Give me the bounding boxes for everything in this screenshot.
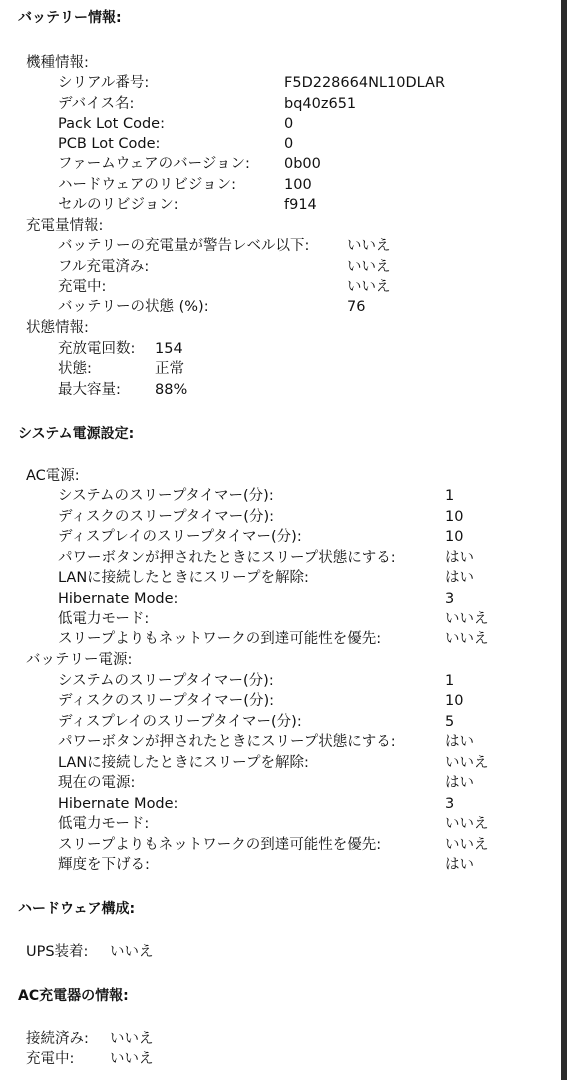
model-info-label: 機種情報: (26, 55, 89, 71)
power-settings-title: システム電源設定: (18, 426, 135, 442)
health-info-label: 状態情報: (26, 320, 89, 336)
battery-info-title: バッテリー情報: (18, 10, 122, 26)
battery-power-label: バッテリー電源: (26, 652, 133, 668)
ac-charger-title: AC充電器の情報: (18, 988, 129, 1004)
charge-info-label: 充電量情報: (26, 218, 104, 234)
system-info-panel: バッテリー情報: 機種情報: シリアル番号: F5D228664NL10DLAR デバイス名: bq40z651 Pack Lot Code: 0 PCB Lot Code: 0 ファームウェアのバージョン: 0b00 ハードウェアのリビジョン: 100 セルのリビジョン: f914 充電量情報: バッテリーの充電量が警告レベル以下: いいえ フル充電済み: いいえ 充電中: いいえ バッテリーの状態 (%): 76 状態情報: 充放電回数: 154 状態: 正常 最大容量: 88% システム電源設定: AC電源: システムのスリープタイマー(分): 1 ディスクのスリープタイマー(分): 10 ディスプレイのスリープタイマー(分): 10 パワーボタンが押されたときにスリープ状態にする: はい LANに接続したときにスリープを解除: はい Hibernate Mode: 3 低電力モード: いいえ スリープよりもネットワークの到達可能性を優先: いいえ バッテリー電源: システムのスリープタイマー(分): 1 ディスクのスリープタイマー(分): 10 ディスプレイのスリープタイマー(分): 5 パワーボタンが押されたときにスリープ状態にする: はい LANに接続したときにスリープを解除: いいえ 現在の電源: はい Hibernate Mode: 3 低電力モード: いいえ スリープよりもネットワークの到達可能性を優先: いいえ 輝度を下げる: はい ハードウェア構成: UPS装着: いいえ AC充電器の情報: 接続済み: いいえ 充電中: いいえ (0, 0, 561, 1080)
hardware-config-title: ハードウェア構成: (18, 901, 136, 917)
ac-power-label: AC電源: (26, 468, 80, 484)
